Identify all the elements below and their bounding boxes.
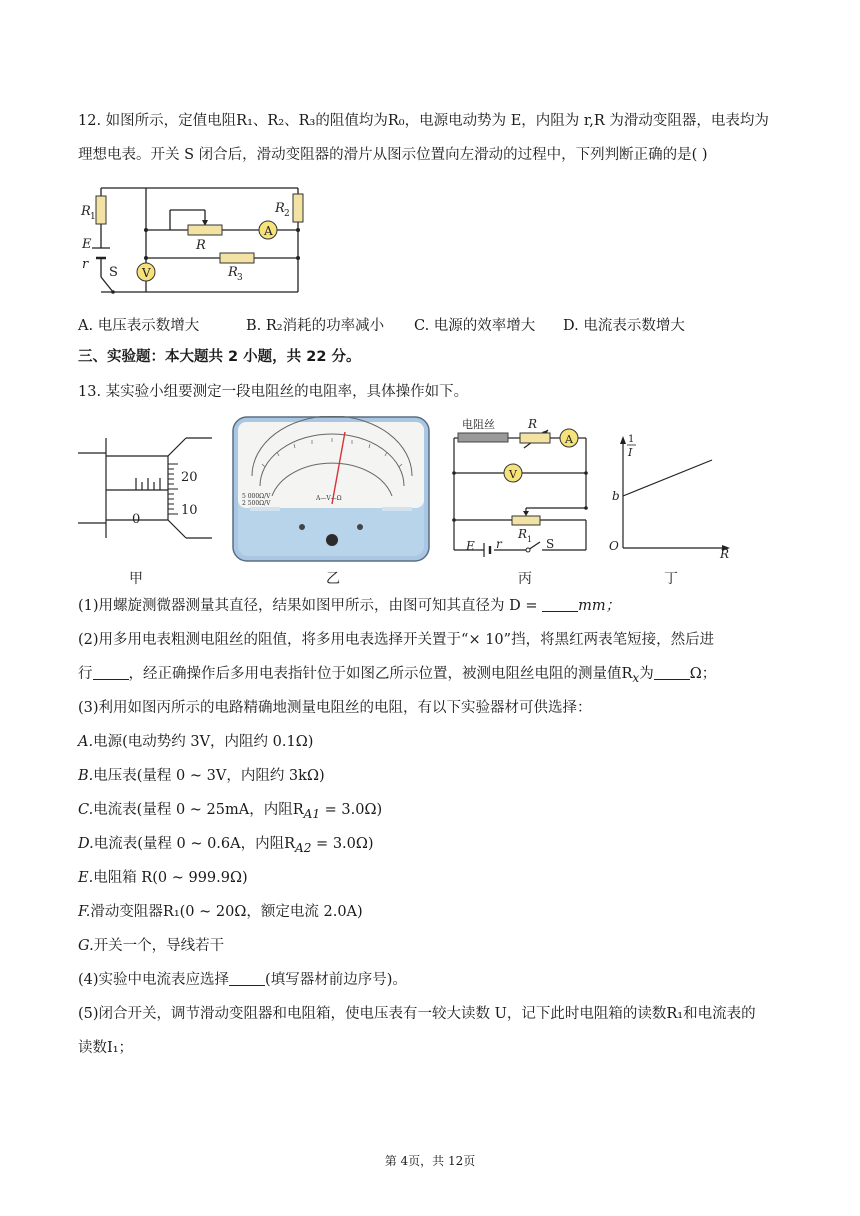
equipment-g: G.开关一个，导线若干: [78, 938, 225, 954]
micrometer-figure: [78, 428, 214, 552]
multimeter-figure: [232, 416, 430, 562]
svg-text:b: b: [612, 489, 620, 503]
q13-circuit-diagram: [448, 416, 598, 560]
svg-text:E: E: [466, 539, 475, 553]
svg-text:2 500Ω/V: 2 500Ω/V: [242, 500, 271, 507]
q13-part-5a: (5)闭合开关，调节滑动变阻器和电阻箱，使电压表有一较大读数 U，记下此时电阻箱的读数R₁和电流表的: [78, 1006, 756, 1022]
wire-label: 电阻丝: [462, 418, 495, 431]
caption-jia: 甲: [129, 571, 143, 587]
q12-option-c: C. 电源的效率增大: [414, 318, 536, 334]
micrometer-20: 20: [181, 470, 198, 485]
micrometer-0: 0: [132, 512, 141, 527]
q13-part-5b: 读数I₁；: [78, 1040, 134, 1056]
caption-yi: 乙: [326, 571, 340, 587]
svg-text:R: R: [275, 201, 285, 216]
equipment-b: B.电压表(量程 0 ~ 3V，内阻约 3kΩ): [78, 768, 325, 784]
equipment-f: F.滑动变阻器R₁(0 ~ 20Ω，额定电流 2.0A): [78, 904, 363, 920]
svg-text:R: R: [228, 265, 238, 280]
svg-text:S: S: [109, 265, 118, 280]
equipment-c: C.电流表(量程 0 ~ 25mA，内阻$R_{A1} = 3.0\Omega$): [78, 802, 383, 821]
svg-text:1: 1: [628, 434, 635, 445]
equipment-d: D.电流表(量程 0 ~ 0.6A，内阻$R_{A2} = 3.0\Omega$): [78, 836, 374, 855]
svg-text:R: R: [81, 204, 91, 219]
q13-part-2b: 行 ，经正确操作后多用电表指针位于如图乙所示位置，被测电阻丝电阻的测量值$R_x$为 Ω；: [78, 666, 717, 685]
page-footer: 第 4页，共 12页: [384, 1154, 476, 1168]
svg-text:R: R: [528, 417, 538, 431]
q12-option-a: A. 电压表示数增大: [78, 318, 200, 334]
svg-text:5 000Ω/V: 5 000Ω/V: [242, 493, 271, 500]
caption-ding: 丁: [664, 571, 678, 587]
q12-option-d: D. 电流表示数增大: [563, 318, 685, 334]
q12-circuit-diagram: [76, 182, 316, 298]
svg-text:2: 2: [284, 209, 290, 219]
svg-text:1: 1: [90, 212, 96, 222]
equipment-e: E.电阻箱 R(0 ~ 999.9Ω): [78, 870, 248, 886]
svg-text:1: 1: [527, 535, 533, 544]
svg-text:S: S: [546, 537, 555, 551]
svg-text:r: r: [82, 257, 89, 272]
svg-text:A: A: [565, 433, 573, 446]
q13-part-1: (1)用螺旋测微器测量其直径，结果如图甲所示，由图可知其直径为 D = mm；: [78, 598, 621, 614]
q13-part-3: (3)利用如图丙所示的电路精确地测量电阻丝的电阻，有以下实验器材可供选择：: [78, 700, 592, 716]
q13-intro: 13. 某实验小组要测定一段电阻丝的电阻率，具体操作如下。: [78, 384, 469, 400]
ammeter-label: A: [264, 224, 273, 238]
graph-figure: [606, 424, 736, 560]
equipment-a: A.电源(电动势约 3V，内阻约 0.1Ω): [78, 734, 314, 750]
q13-part-2a: (2)用多用电表粗测电阻丝的阻值，将多用电表选择开关置于“× 10”挡，将黑红两表笔短接，然后进: [78, 632, 715, 648]
q12-line-1: 12. 如图所示，定值电阻R₁、R₂、R₃的阻值均为R₀，电源电动势为 E，内阻为 r,R 为滑动变阻器，电表均为: [78, 113, 769, 129]
micrometer-10: 10: [181, 503, 198, 518]
q13-part-4: (4)实验中电流表应选择 (填写器材前边序号)。: [78, 972, 407, 988]
svg-text:I: I: [628, 446, 633, 459]
section-3-heading: 三、实验题：本大题共 2 小题，共 22 分。: [78, 349, 361, 365]
svg-text:3: 3: [237, 273, 243, 283]
svg-text:E: E: [82, 237, 92, 252]
svg-text:R: R: [518, 527, 528, 541]
svg-text:V: V: [509, 468, 517, 481]
voltmeter-label: V: [142, 266, 151, 280]
svg-text:O: O: [609, 539, 619, 553]
svg-text:r: r: [496, 537, 502, 551]
svg-text:R: R: [720, 547, 730, 560]
meter-scale-text: A—V—Ω: [316, 495, 342, 502]
svg-text:R: R: [196, 238, 206, 253]
q12-option-b: B. R₂消耗的功率减小: [246, 318, 385, 334]
caption-bing: 丙: [518, 571, 532, 587]
q12-line-2: 理想电表。开关 S 闭合后，滑动变阻器的滑片从图示位置向左滑动的过程中，下列判断正确的是( ): [78, 147, 708, 163]
